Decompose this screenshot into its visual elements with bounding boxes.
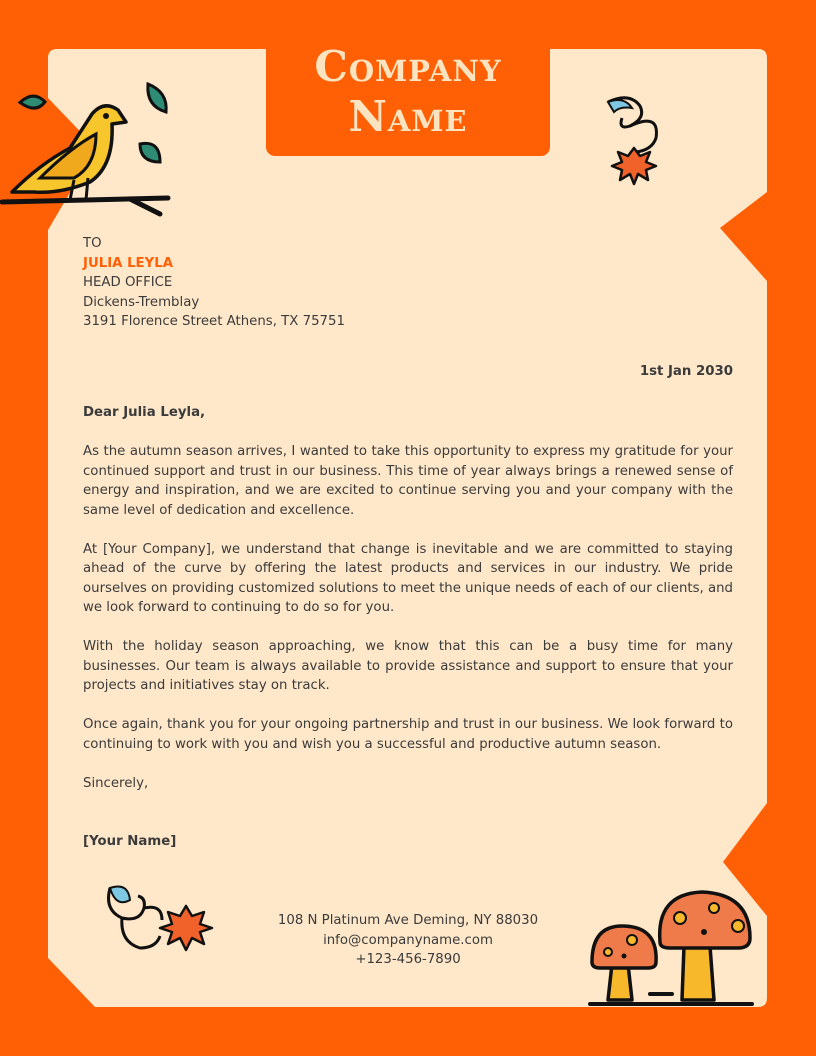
greeting: Dear Julia Leyla,	[83, 405, 206, 420]
contact-footer	[258, 911, 558, 970]
curl-leaf-icon	[100, 878, 220, 956]
footer-phone: +123-456-7890	[355, 952, 461, 967]
company-name-line2: Name	[348, 92, 468, 141]
recipient-name: JULIA LEYLA	[83, 255, 174, 271]
signature: [Your Name]	[83, 834, 177, 849]
letter-body	[83, 442, 733, 774]
body-paragraph: With the holiday season approaching, we know that this can be a busy time for many businesses. Our team is always available to provide assistance and support to ensure that your projects and initiatives stay on track.	[83, 639, 733, 693]
company-name-line1: Company	[314, 42, 502, 91]
recipient-address: 3191 Florence Street Athens, TX 75751	[83, 314, 345, 329]
footer-address: 108 N Platinum Ave Deming, NY 88030	[277, 913, 539, 928]
company-name-banner	[266, 28, 550, 156]
mushrooms-icon	[586, 886, 758, 1010]
body-paragraph: As the autumn season arrives, I wanted to take this opportunity to express my gratitude for your continued support and trust in our business. This time of year always brings a renewed sense of energy and inspiration, and we are excited to continue serving you and your company with the same level of dedication and excellence.	[83, 444, 733, 518]
letter-date: 1st Jan 2030	[639, 364, 733, 379]
recipient-company: Dickens-Tremblay	[83, 294, 200, 310]
body-paragraph: Once again, thank you for your ongoing partnership and trust in our business. We look forward to continuing to work with you and wish you a successful and productive autumn season.	[83, 717, 733, 752]
bird-on-branch-icon	[0, 78, 180, 218]
footer-email: info@companyname.com	[323, 932, 493, 948]
to-label: TO	[83, 236, 102, 251]
recipient-office: HEAD OFFICE	[83, 275, 173, 290]
body-paragraph: At [Your Company], we understand that change is inevitable and we are committed to staying ahead of the curve by offering the latest products and services in our industry. We pride ourselves on providing customized solutions to meet the unique needs of each of our clients, and we look forward to continuing to do so for you.	[83, 541, 733, 615]
curl-maple-leaf-icon	[600, 92, 670, 192]
recipient-block	[83, 234, 733, 332]
closing: Sincerely,	[83, 776, 149, 791]
